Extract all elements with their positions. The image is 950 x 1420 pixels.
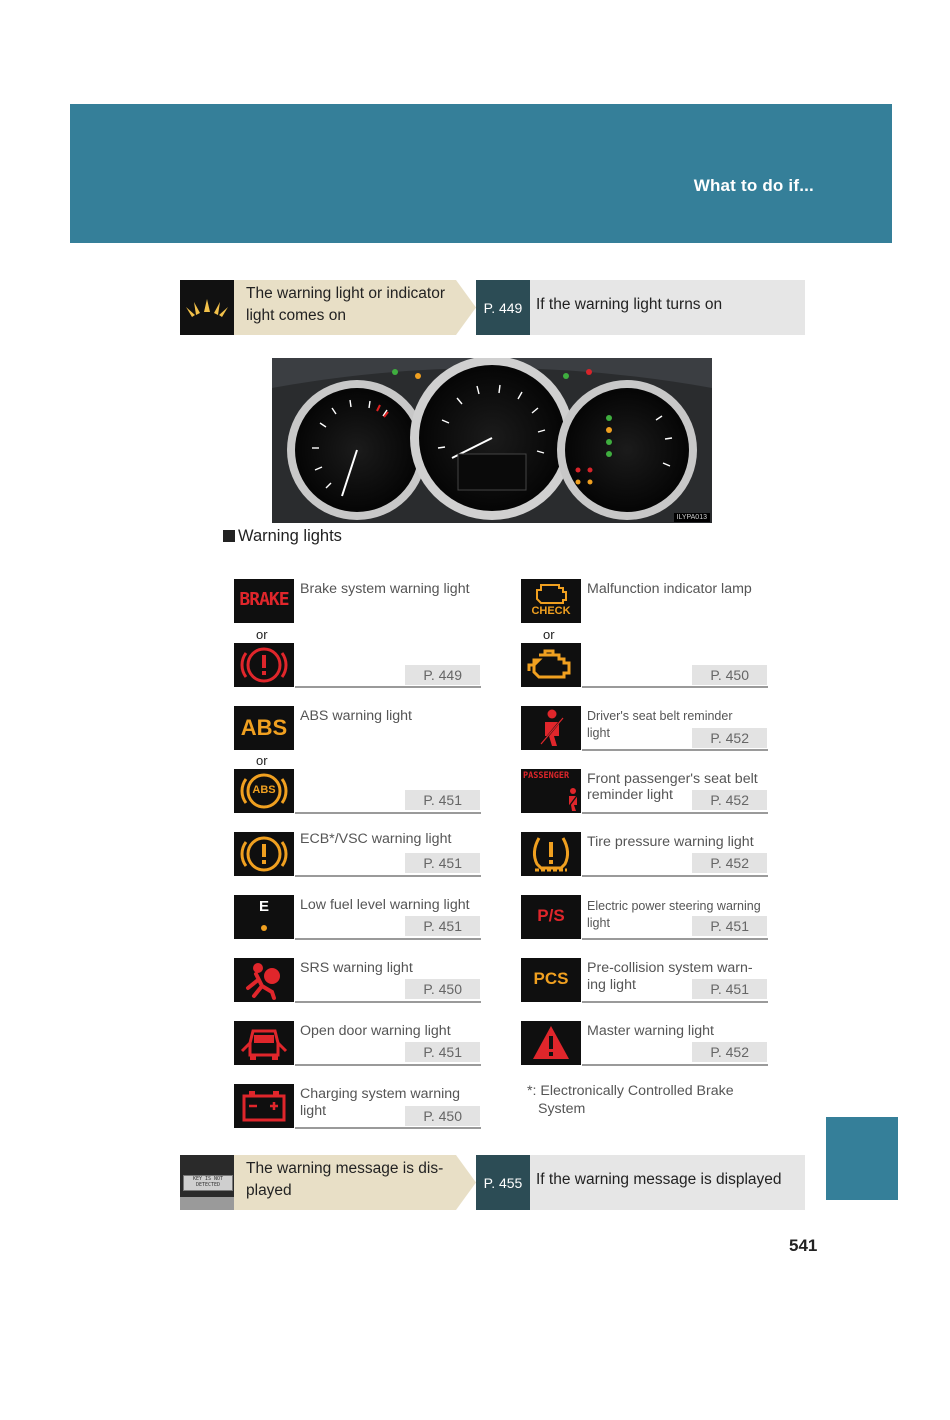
chapter-title: What to do if... bbox=[693, 176, 814, 195]
power-steering-icon bbox=[521, 895, 581, 939]
malfunction-page-ref[interactable]: P. 450 bbox=[692, 665, 767, 685]
footnote-line1: *: Electronically Controlled Brake bbox=[527, 1083, 734, 1099]
section-heading bbox=[223, 527, 342, 546]
check-engine-text-icon bbox=[521, 579, 581, 623]
power-steering-label-line1: Electric power steering warning bbox=[587, 899, 761, 913]
divider bbox=[295, 1064, 481, 1066]
abs-circle-icon bbox=[234, 769, 294, 813]
abs-warning-label: ABS warning light bbox=[300, 708, 412, 724]
divider bbox=[582, 1064, 768, 1066]
nav-warning-message-action[interactable] bbox=[530, 1155, 805, 1210]
charging-label-line1: Charging system warning bbox=[300, 1086, 461, 1102]
nav-warning-light[interactable] bbox=[180, 280, 805, 335]
fuel-icon-text: E bbox=[258, 898, 269, 915]
pcs-label-line1: Pre-collision system warn- bbox=[587, 960, 753, 976]
divider bbox=[295, 686, 481, 688]
power-steering-page-ref[interactable]: P. 451 bbox=[692, 916, 767, 936]
instrument-cluster-drawing bbox=[272, 358, 712, 523]
brake-circle-icon bbox=[234, 643, 294, 687]
chapter-side-tab[interactable] bbox=[826, 1117, 898, 1200]
nav-warning-message-text bbox=[246, 1158, 466, 1202]
passenger-seatbelt-label-line2: reminder light bbox=[587, 787, 673, 803]
divider bbox=[582, 686, 768, 688]
divider bbox=[295, 1127, 481, 1129]
pcs-page-ref[interactable]: P. 451 bbox=[692, 979, 767, 999]
vsc-warning-label: ECB*/VSC warning light bbox=[300, 831, 452, 847]
open-door-icon bbox=[234, 1021, 294, 1065]
nav-warning-message-page[interactable]: P. 455 bbox=[476, 1155, 530, 1210]
brake-icon-text: BRAKE bbox=[239, 589, 289, 610]
srs-airbag-icon bbox=[234, 958, 294, 1002]
open-door-page-ref[interactable]: P. 451 bbox=[405, 1042, 480, 1062]
pcs-icon bbox=[521, 958, 581, 1002]
divider bbox=[295, 1001, 481, 1003]
divider bbox=[582, 812, 768, 814]
brake-text-icon bbox=[234, 579, 294, 623]
pcs-label-line2: ing light bbox=[587, 977, 636, 993]
nav-warning-light-action-text: If the warning light turns on bbox=[536, 296, 723, 313]
divider bbox=[582, 938, 768, 940]
master-warning-icon bbox=[521, 1021, 581, 1065]
passenger-seatbelt-page-ref[interactable]: P. 452 bbox=[692, 790, 767, 810]
passenger-seatbelt-label-line1: Front passenger's seat belt bbox=[587, 771, 758, 787]
passenger-seatbelt-icon bbox=[521, 769, 581, 813]
tire-pressure-icon bbox=[521, 832, 581, 876]
nav-warning-message-line2: played bbox=[246, 1182, 292, 1199]
square-bullet-icon bbox=[223, 530, 235, 542]
driver-seatbelt-label-line1: Driver's seat belt reminder bbox=[587, 709, 733, 723]
abs-icon-text: ABS bbox=[240, 715, 288, 740]
nav-warning-message-line1: The warning message is dis- bbox=[246, 1160, 444, 1177]
page-number: 541 bbox=[789, 1236, 818, 1255]
tire-pressure-label: Tire pressure warning light bbox=[587, 834, 754, 850]
divider bbox=[582, 749, 768, 751]
low-fuel-page-ref[interactable]: P. 451 bbox=[405, 916, 480, 936]
srs-page-ref[interactable]: P. 450 bbox=[405, 979, 480, 999]
brake-warning-label: Brake system warning light bbox=[300, 581, 470, 597]
chapter-header bbox=[70, 104, 892, 243]
or-label: or bbox=[543, 627, 555, 642]
abs-text-icon bbox=[234, 706, 294, 750]
master-warning-label: Master warning light bbox=[587, 1023, 714, 1039]
vsc-page-ref[interactable]: P. 451 bbox=[405, 853, 480, 873]
divider bbox=[295, 938, 481, 940]
driver-seatbelt-label-line2: light bbox=[587, 726, 610, 740]
footnote bbox=[527, 1082, 734, 1118]
fuel-dot bbox=[261, 925, 267, 931]
cluster-image-code: ILYPA013 bbox=[674, 513, 711, 522]
driver-seatbelt-page-ref[interactable]: P. 452 bbox=[692, 728, 767, 748]
check-engine-icon bbox=[521, 643, 581, 687]
nav-warning-message[interactable] bbox=[180, 1155, 805, 1210]
charging-label-line2: light bbox=[300, 1103, 327, 1119]
open-door-label: Open door warning light bbox=[300, 1023, 451, 1039]
srs-warning-label: SRS warning light bbox=[300, 960, 413, 976]
abs-circle-icon-text: ABS bbox=[252, 784, 276, 796]
key-screen-line2: DETECTED bbox=[195, 1182, 221, 1188]
warning-flash-icon bbox=[180, 280, 234, 335]
nav-warning-light-action[interactable] bbox=[530, 280, 805, 335]
footnote-line2: System bbox=[538, 1101, 586, 1117]
section-heading-text: Warning lights bbox=[238, 527, 342, 545]
instrument-cluster-image bbox=[272, 358, 712, 523]
low-fuel-icon bbox=[234, 895, 294, 939]
driver-seatbelt-icon bbox=[521, 706, 581, 750]
passenger-icon-text: PASSENGER bbox=[523, 771, 570, 781]
malfunction-lamp-label: Malfunction indicator lamp bbox=[587, 581, 752, 597]
key-screen-line1: KEY IS NOT bbox=[192, 1176, 224, 1182]
divider bbox=[582, 1001, 768, 1003]
or-label: or bbox=[256, 753, 268, 768]
or-label: or bbox=[256, 627, 268, 642]
divider bbox=[582, 875, 768, 877]
power-steering-label-line2: light bbox=[587, 916, 610, 930]
master-warning-page-ref[interactable]: P. 452 bbox=[692, 1042, 767, 1062]
nav-warning-light-text: The warning light or indicator light comes on bbox=[246, 285, 446, 324]
message-display-icon bbox=[180, 1155, 234, 1210]
brake-page-ref[interactable]: P. 449 bbox=[405, 665, 480, 685]
divider bbox=[295, 875, 481, 877]
nav-warning-message-action-text: If the warning message is displayed bbox=[536, 1171, 782, 1188]
battery-charging-icon bbox=[234, 1084, 294, 1128]
check-icon-text: CHECK bbox=[531, 605, 571, 617]
divider bbox=[295, 812, 481, 814]
vsc-warning-icon bbox=[234, 832, 294, 876]
abs-page-ref[interactable]: P. 451 bbox=[405, 790, 480, 810]
charging-page-ref[interactable]: P. 450 bbox=[405, 1106, 480, 1126]
nav-warning-light-page[interactable]: P. 449 bbox=[476, 280, 530, 335]
pcs-icon-text: PCS bbox=[533, 969, 569, 988]
ps-icon-text: P/S bbox=[537, 906, 565, 925]
tire-pressure-page-ref[interactable]: P. 452 bbox=[692, 853, 767, 873]
low-fuel-label: Low fuel level warning light bbox=[300, 897, 470, 913]
